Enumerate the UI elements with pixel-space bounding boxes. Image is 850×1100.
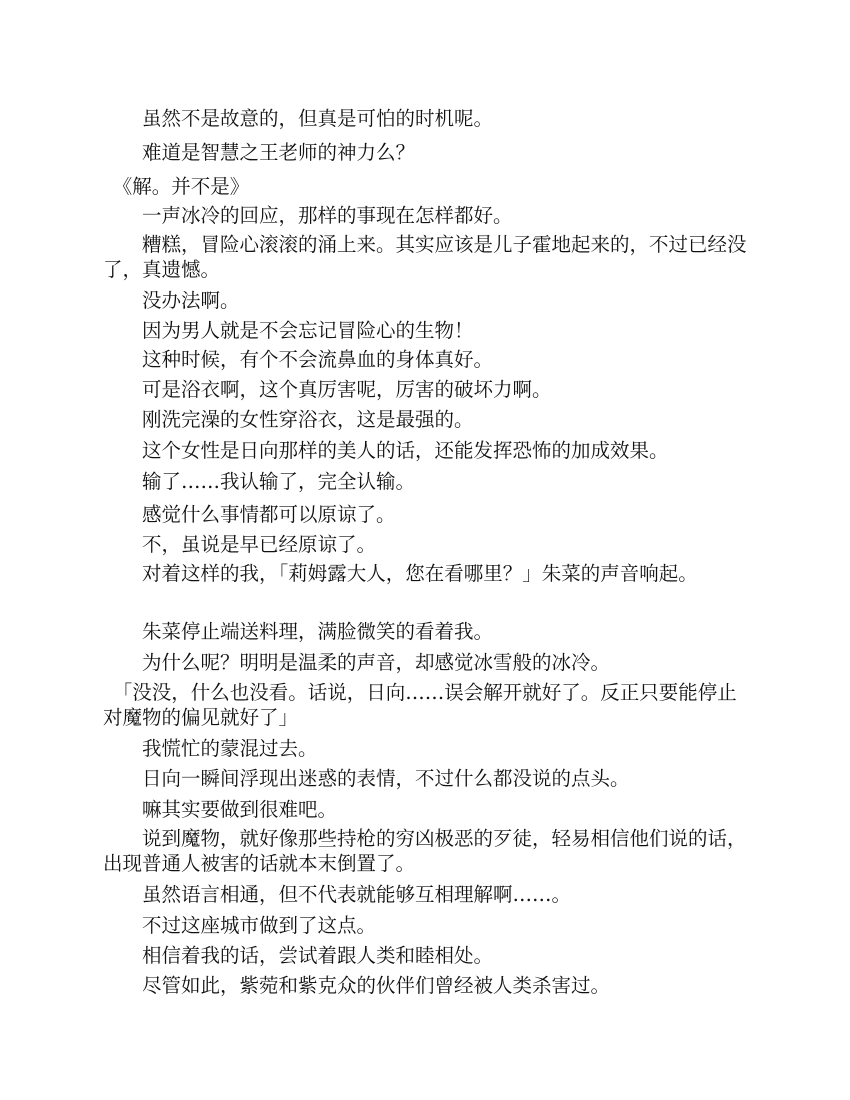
paragraph-6: 没办法啊。: [103, 289, 240, 312]
paragraph-5: 糟糕，冒险心滚滚的涌上来。其实应该是儿子霍地起来的，不过已经没了，真遗憾。: [103, 233, 747, 281]
paragraph-7: 因为男人就是不会忘记冒险心的生物！: [103, 319, 474, 342]
paragraph-20: 日向一瞬间浮现出迷惑的表情，不过什么都没说的点头。: [103, 767, 630, 790]
paragraph-21: 嘛其实要做到很难吧。: [103, 798, 338, 821]
paragraph-26: 尽管如此，紫菀和紫克众的伙伴们曾经被人类杀害过。: [103, 974, 611, 997]
paragraph-22: 说到魔物，就好像那些持枪的穷凶极恶的歹徒，轻易相信他们说的话，出现普通人被害的话就本末倒置了。: [103, 827, 747, 875]
paragraph-15: 对着这样的我，「莉姆露大人，您在看哪里？」朱菜的声音响起。: [103, 562, 698, 585]
paragraph-23: 虽然语言相通，但不代表就能够互相理解啊……。: [103, 883, 572, 906]
paragraph-17: 为什么呢？明明是温柔的声音，却感觉冰雪般的冰冷。: [103, 651, 611, 674]
paragraph-11: 这个女性是日向那样的美人的话，还能发挥恐怖的加成效果。: [103, 439, 669, 462]
paragraph-9: 可是浴衣啊，这个真厉害呢，厉害的破坏力啊。: [103, 378, 552, 401]
paragraph-10: 刚洗完澡的女性穿浴衣，这是最强的。: [103, 408, 474, 431]
paragraph-16: 朱菜停止端送料理，满脸微笑的看着我。: [103, 620, 494, 643]
paragraph-14: 不，虽说是早已经原谅了。: [103, 533, 377, 556]
paragraph-4: 一声冰冷的回应，那样的事现在怎样都好。: [103, 204, 513, 227]
paragraph-3: 《解。并不是》: [103, 175, 250, 198]
paragraph-2: 难道是智慧之王老师的神力么？: [103, 141, 416, 164]
paragraph-25: 相信着我的话，尝试着跟人类和睦相处。: [103, 944, 494, 967]
paragraph-1: 虽然不是故意的，但真是可怕的时机呢。: [103, 107, 494, 130]
paragraph-19: 我慌忙的蒙混过去。: [103, 737, 318, 760]
paragraph-12: 输了……我认输了，完全认输。: [103, 470, 416, 493]
paragraph-18: 「没没，什么也没看。话说，日向……误会解开就好了。反正只要能停止对魔物的偏见就好了」: [103, 681, 737, 729]
paragraph-24: 不过这座城市做到了这点。: [103, 914, 377, 937]
paragraph-13: 感觉什么事情都可以原谅了。: [103, 503, 396, 526]
paragraph-8: 这种时候，有个不会流鼻血的身体真好。: [103, 348, 494, 371]
